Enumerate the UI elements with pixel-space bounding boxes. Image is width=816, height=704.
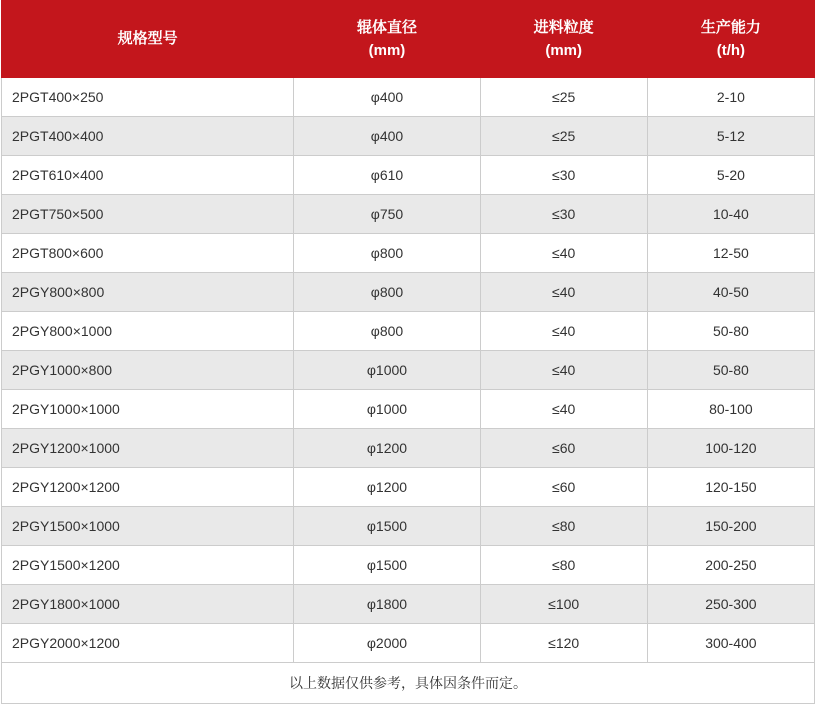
cell-roller-diameter: φ800 bbox=[294, 312, 480, 351]
table-row bbox=[2, 585, 815, 624]
table-header-row bbox=[2, 1, 815, 78]
table-footnote: 以上数据仅供参考，具体因条件而定。 bbox=[2, 663, 815, 704]
cell-feed-size: ≤80 bbox=[480, 507, 647, 546]
column-header-roller-diameter-title: 辊体直径 bbox=[356, 18, 417, 36]
table-row bbox=[2, 312, 815, 351]
cell-roller-diameter: φ800 bbox=[294, 273, 480, 312]
cell-model: 2PGT400×400 bbox=[2, 117, 294, 156]
cell-feed-size: ≤60 bbox=[480, 429, 647, 468]
cell-feed-size: ≤40 bbox=[480, 312, 647, 351]
cell-capacity: 50-80 bbox=[647, 351, 814, 390]
cell-feed-size: ≤30 bbox=[480, 195, 647, 234]
cell-capacity: 12-50 bbox=[647, 234, 814, 273]
specification-table bbox=[1, 0, 815, 704]
cell-feed-size: ≤40 bbox=[480, 390, 647, 429]
column-header-model-title: 规格型号 bbox=[117, 30, 178, 48]
cell-model: 2PGY1800×1000 bbox=[2, 585, 294, 624]
cell-roller-diameter: φ1000 bbox=[294, 351, 480, 390]
table-row bbox=[2, 429, 815, 468]
cell-model: 2PGY1000×800 bbox=[2, 351, 294, 390]
column-header-feed-size-unit: (mm) bbox=[545, 42, 583, 59]
cell-model: 2PGY800×1000 bbox=[2, 312, 294, 351]
cell-model: 2PGY1000×1000 bbox=[2, 390, 294, 429]
cell-roller-diameter: φ610 bbox=[294, 156, 480, 195]
column-header-feed-size-title: 进料粒度 bbox=[533, 18, 594, 36]
cell-feed-size: ≤25 bbox=[480, 78, 647, 117]
cell-capacity: 80-100 bbox=[647, 390, 814, 429]
cell-capacity: 100-120 bbox=[647, 429, 814, 468]
cell-capacity: 5-12 bbox=[647, 117, 814, 156]
cell-capacity: 120-150 bbox=[647, 468, 814, 507]
cell-capacity: 10-40 bbox=[647, 195, 814, 234]
table-row bbox=[2, 273, 815, 312]
column-header-capacity-unit: (t/h) bbox=[716, 42, 746, 59]
cell-roller-diameter: φ400 bbox=[294, 117, 480, 156]
cell-model: 2PGY1500×1000 bbox=[2, 507, 294, 546]
table-row bbox=[2, 390, 815, 429]
column-header-capacity bbox=[647, 1, 814, 78]
cell-model: 2PGT610×400 bbox=[2, 156, 294, 195]
cell-model: 2PGT400×250 bbox=[2, 78, 294, 117]
table-row bbox=[2, 546, 815, 585]
cell-model: 2PGT800×600 bbox=[2, 234, 294, 273]
table-footnote-row bbox=[2, 663, 815, 704]
column-header-feed-size bbox=[480, 1, 647, 78]
table-row bbox=[2, 78, 815, 117]
table-row bbox=[2, 624, 815, 663]
cell-feed-size: ≤80 bbox=[480, 546, 647, 585]
cell-model: 2PGY1500×1200 bbox=[2, 546, 294, 585]
cell-feed-size: ≤25 bbox=[480, 117, 647, 156]
table-header bbox=[2, 1, 815, 78]
table-row bbox=[2, 351, 815, 390]
cell-feed-size: ≤30 bbox=[480, 156, 647, 195]
cell-capacity: 5-20 bbox=[647, 156, 814, 195]
cell-capacity: 150-200 bbox=[647, 507, 814, 546]
table-row bbox=[2, 234, 815, 273]
table-row bbox=[2, 117, 815, 156]
column-header-roller-diameter-unit: (mm) bbox=[368, 42, 406, 59]
cell-roller-diameter: φ2000 bbox=[294, 624, 480, 663]
column-header-roller-diameter bbox=[294, 1, 480, 78]
cell-roller-diameter: φ750 bbox=[294, 195, 480, 234]
cell-roller-diameter: φ1500 bbox=[294, 507, 480, 546]
cell-model: 2PGT750×500 bbox=[2, 195, 294, 234]
cell-capacity: 50-80 bbox=[647, 312, 814, 351]
table-row bbox=[2, 156, 815, 195]
cell-feed-size: ≤100 bbox=[480, 585, 647, 624]
table-body bbox=[2, 78, 815, 663]
table-row bbox=[2, 468, 815, 507]
cell-model: 2PGY1200×1000 bbox=[2, 429, 294, 468]
cell-roller-diameter: φ1000 bbox=[294, 390, 480, 429]
cell-feed-size: ≤40 bbox=[480, 234, 647, 273]
column-header-model bbox=[2, 1, 294, 78]
cell-feed-size: ≤60 bbox=[480, 468, 647, 507]
cell-roller-diameter: φ1200 bbox=[294, 429, 480, 468]
table-row bbox=[2, 507, 815, 546]
table-footer bbox=[2, 663, 815, 704]
cell-capacity: 2-10 bbox=[647, 78, 814, 117]
table-row bbox=[2, 195, 815, 234]
cell-roller-diameter: φ1500 bbox=[294, 546, 480, 585]
cell-feed-size: ≤40 bbox=[480, 273, 647, 312]
cell-roller-diameter: φ800 bbox=[294, 234, 480, 273]
column-header-capacity-title: 生产能力 bbox=[700, 18, 761, 36]
cell-feed-size: ≤40 bbox=[480, 351, 647, 390]
cell-model: 2PGY2000×1200 bbox=[2, 624, 294, 663]
cell-capacity: 300-400 bbox=[647, 624, 814, 663]
cell-roller-diameter: φ400 bbox=[294, 78, 480, 117]
cell-capacity: 200-250 bbox=[647, 546, 814, 585]
cell-roller-diameter: φ1800 bbox=[294, 585, 480, 624]
cell-capacity: 250-300 bbox=[647, 585, 814, 624]
cell-model: 2PGY1200×1200 bbox=[2, 468, 294, 507]
cell-roller-diameter: φ1200 bbox=[294, 468, 480, 507]
cell-capacity: 40-50 bbox=[647, 273, 814, 312]
cell-feed-size: ≤120 bbox=[480, 624, 647, 663]
cell-model: 2PGY800×800 bbox=[2, 273, 294, 312]
